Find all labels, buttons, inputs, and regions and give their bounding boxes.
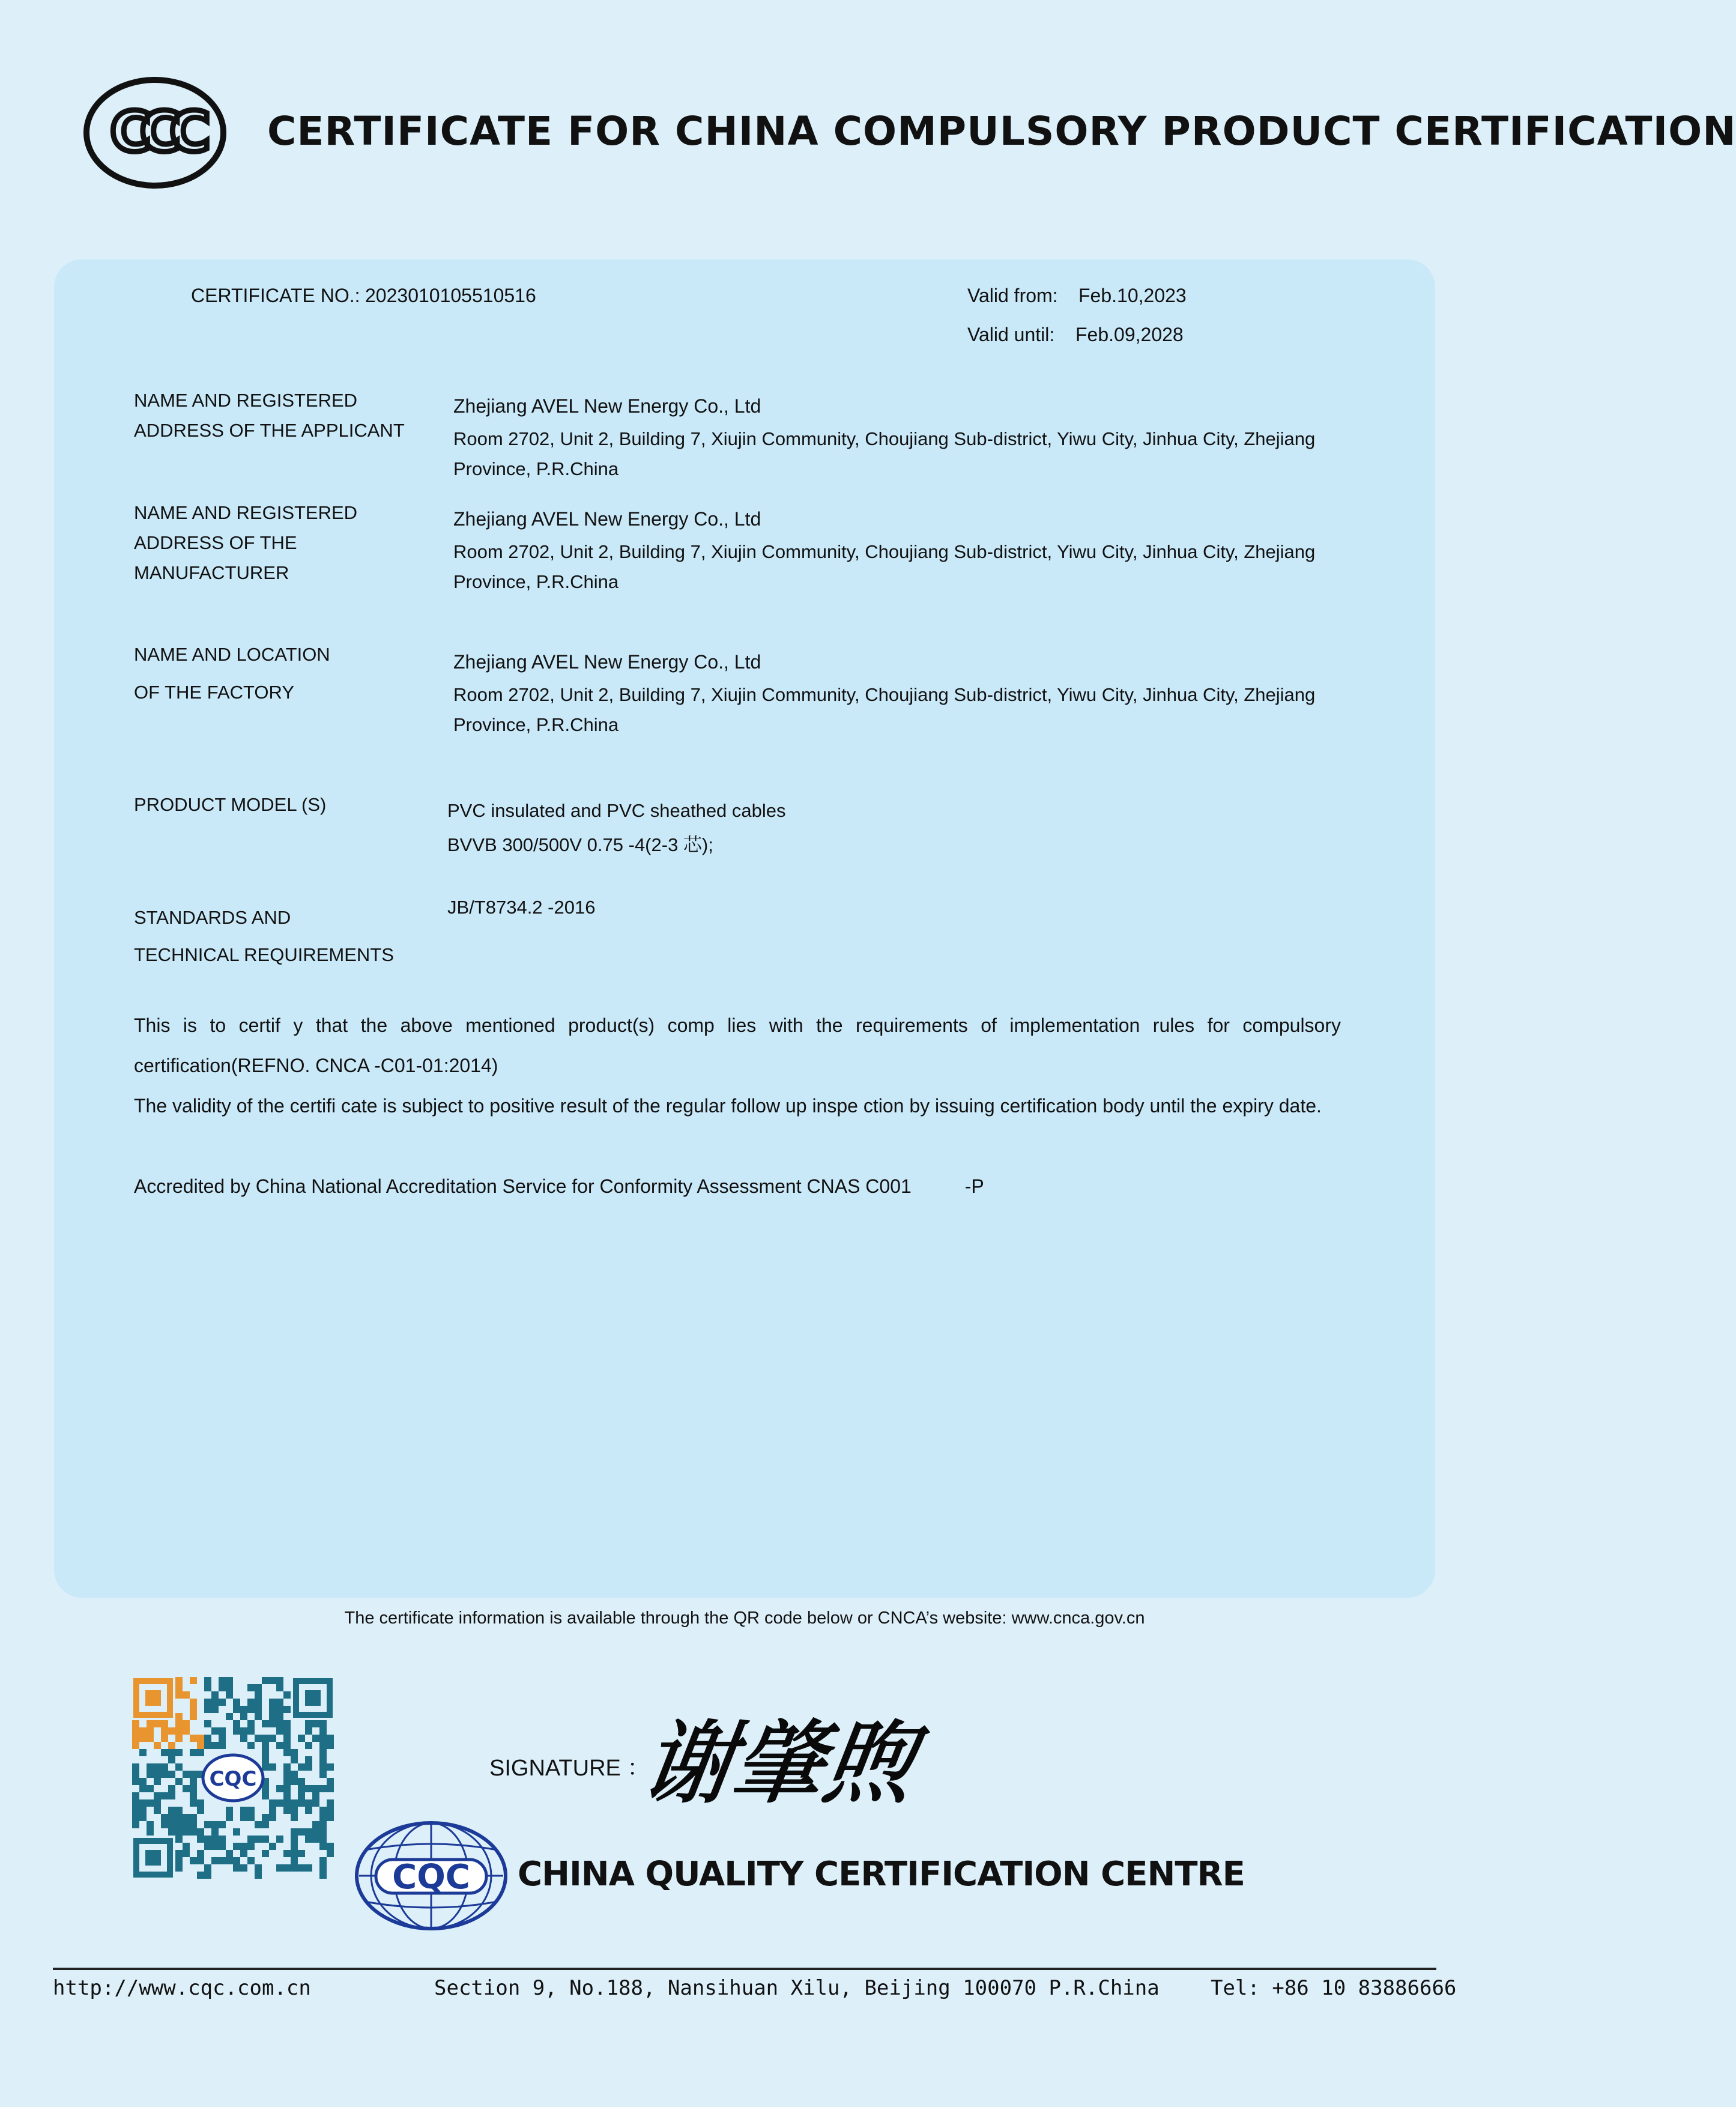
- certificate-title: CERTIFICATE FOR CHINA COMPULSORY PRODUCT CERTIFICATION: [267, 108, 1736, 154]
- qr-code[interactable]: [132, 1677, 334, 1879]
- ccc-logo-text: CCC: [110, 100, 200, 164]
- product-label: PRODUCT MODEL (S): [134, 794, 327, 815]
- signature-handwriting: 谢肇煦: [635, 1711, 921, 1816]
- valid-from-value: Feb.10,2023: [1078, 285, 1187, 306]
- applicant-address: Room 2702, Unit 2, Building 7, Xiujin Community, Choujiang Sub-district, Yiwu City, Jinhua City, Zhejiang Province, P.R.China: [453, 428, 1316, 479]
- standards-value: JB/T8734.2 -2016: [447, 897, 596, 918]
- standards-label-line1: STANDARDS AND: [134, 907, 291, 928]
- factory-label-line2: OF THE FACTORY: [134, 682, 294, 703]
- signature-image: [635, 1705, 934, 1825]
- statement-validity: The validity of the certifi cate is subject to positive result of the regular follow up inspe ction by issuing certification body until the expiry date.: [134, 1095, 1322, 1117]
- factory-address: Room 2702, Unit 2, Building 7, Xiujin Community, Choujiang Sub-district, Yiwu City, Jinhua City, Zhejiang Province, P.R.China: [453, 684, 1316, 735]
- factory-label-line1: NAME AND LOCATION: [134, 644, 330, 665]
- footer-address: Section 9, No.188, Nansihuan Xilu, Beijing 100070 P.R.China: [434, 1976, 1160, 2000]
- factory-name: Zhejiang AVEL New Energy Co., Ltd: [453, 651, 761, 673]
- valid-until-value: Feb.09,2028: [1075, 324, 1184, 345]
- manufacturer-name: Zhejiang AVEL New Energy Co., Ltd: [453, 508, 761, 530]
- manufacturer-address: Room 2702, Unit 2, Building 7, Xiujin Community, Choujiang Sub-district, Yiwu City, Jinhua City, Zhejiang Province, P.R.China: [453, 541, 1316, 592]
- certificate-no-label: CERTIFICATE NO.:: [191, 285, 360, 306]
- manufacturer-label: NAME AND REGISTERED ADDRESS OF THE MANUFACTURER: [134, 502, 358, 583]
- standards-label-line2: TECHNICAL REQUIREMENTS: [134, 944, 394, 965]
- ccc-logo: [83, 76, 227, 190]
- footer-telephone: Tel: +86 10 83886666: [1211, 1976, 1457, 2000]
- statement-compliance: This is to certif y that the above mentioned product(s) comp lies with the requirements of implementation rules for compulsory certification(REFNO. CNCA -C01-01:2014): [134, 1014, 1341, 1076]
- cqc-organization-name: CHINA QUALITY CERTIFICATION CENTRE: [518, 1855, 1245, 1894]
- qr-info-note: The certificate information is available through the QR code below or CNCA’s website: www.cnca.gov.cn: [344, 1608, 1145, 1628]
- product-line1: PVC insulated and PVC sheathed cables: [447, 800, 786, 821]
- cqc-globe-logo: [353, 1820, 509, 1932]
- footer-divider: [53, 1968, 1436, 1970]
- valid-from-label: Valid from:: [967, 285, 1058, 306]
- product-line2: BVVB 300/500V 0.75 -4(2-3 芯);: [447, 834, 713, 855]
- certificate-no-value: 2023010105510516: [365, 285, 536, 306]
- qr-center-logo: CQC: [209, 1767, 257, 1791]
- signature-label: SIGNATURE ：: [489, 1756, 650, 1781]
- applicant-label: NAME AND REGISTERED ADDRESS OF THE APPLICANT: [134, 390, 405, 441]
- footer-website-link[interactable]: http://www.cqc.com.cn: [53, 1976, 311, 2000]
- applicant-name: Zhejiang AVEL New Energy Co., Ltd: [453, 395, 761, 417]
- valid-until-label: Valid until:: [967, 324, 1055, 345]
- cqc-logo-text: CQC: [392, 1858, 470, 1897]
- statement-accreditation: Accredited by China National Accreditation Service for Conformity Assessment CNAS C001 -P: [134, 1175, 984, 1197]
